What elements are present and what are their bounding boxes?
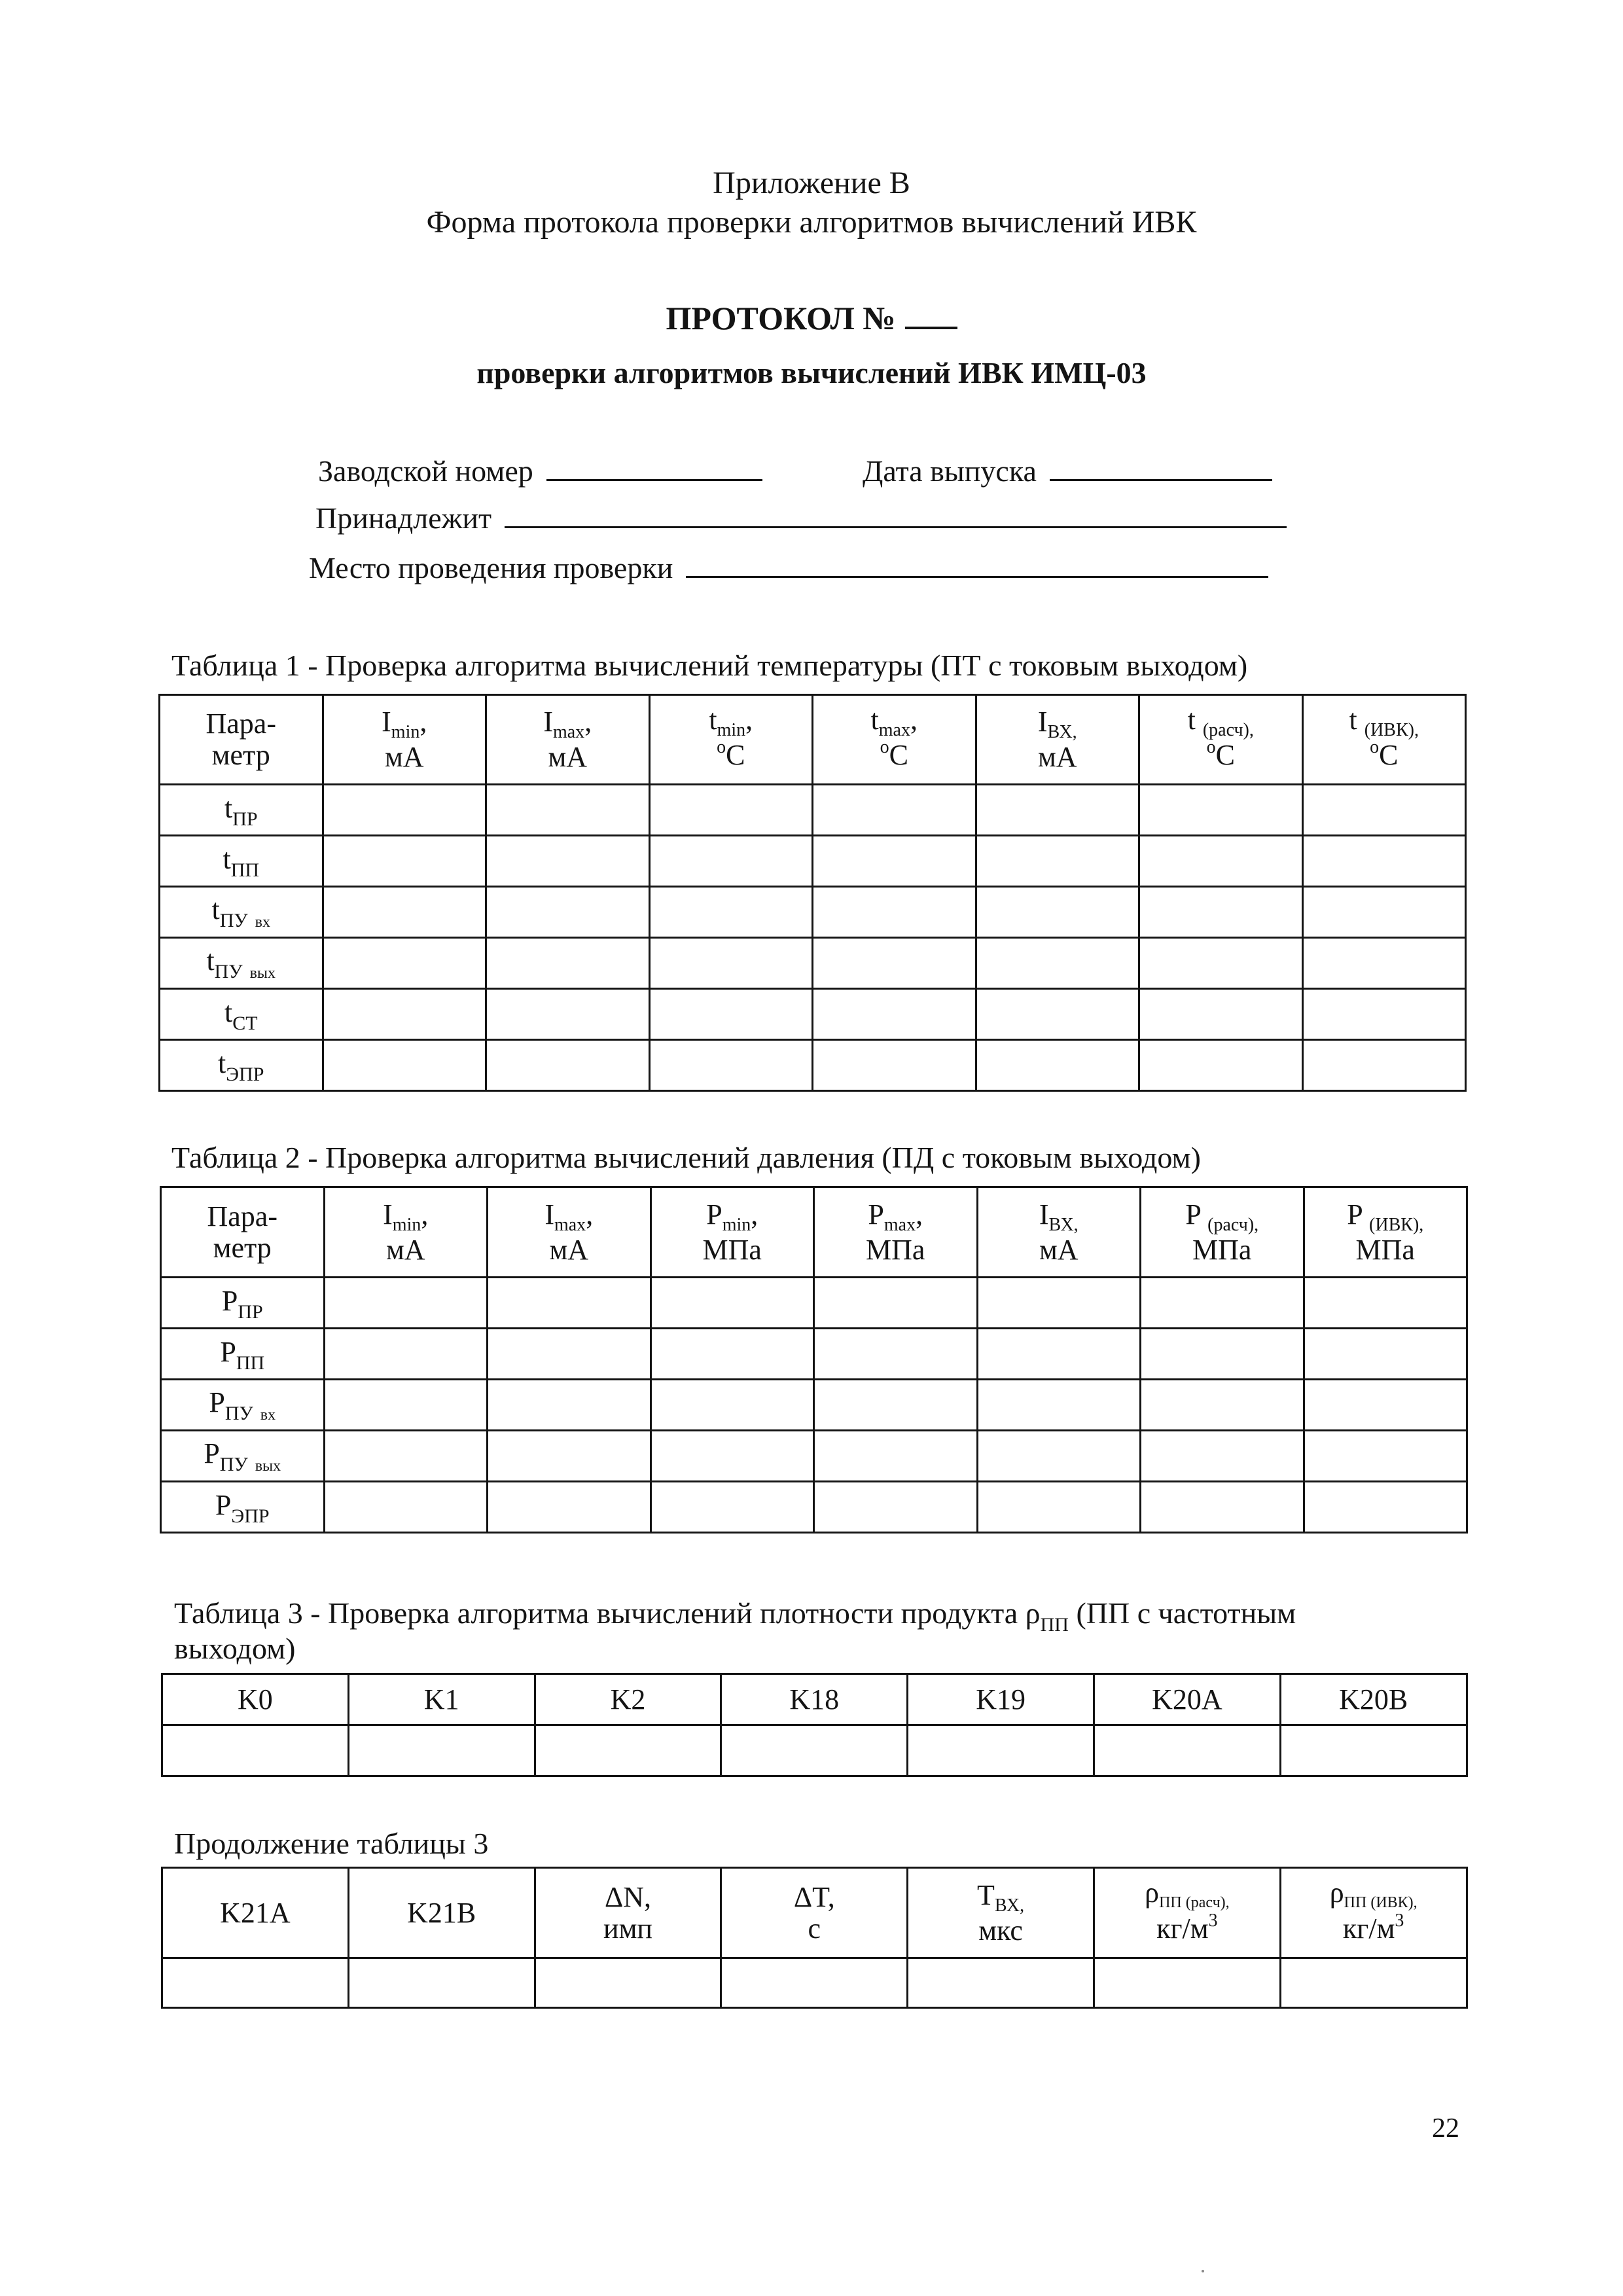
table-cell[interactable]: [324, 1380, 488, 1431]
t3-header-k18: K18: [721, 1674, 908, 1725]
table-cell[interactable]: [324, 1329, 488, 1380]
table-cell[interactable]: [814, 1329, 978, 1380]
table-cell[interactable]: [721, 1725, 908, 1776]
table-cell[interactable]: [1302, 836, 1466, 887]
table-row: [162, 1958, 1467, 2008]
table-cell[interactable]: [977, 1380, 1141, 1431]
page-number: 22: [1432, 2113, 1459, 2144]
table3-caption: [174, 1594, 1455, 1636]
table-row: [160, 887, 1466, 938]
t2-header-pmin: $P_{min}$, МПа: [651, 1187, 814, 1278]
table-cell[interactable]: [977, 1278, 1141, 1329]
owner-label: Принадлежит: [315, 501, 492, 535]
place-label: Место проведения проверки: [309, 551, 673, 584]
table-cell[interactable]: [1280, 1958, 1467, 2008]
t2-header-pivk: P $_{(ИВК),}$ МПа: [1304, 1187, 1467, 1278]
protocol-title: [0, 298, 1623, 338]
table-cell[interactable]: [1094, 1725, 1280, 1776]
table-cell[interactable]: [649, 938, 813, 989]
table-cell[interactable]: [486, 785, 650, 836]
table-cell[interactable]: [1139, 785, 1303, 836]
t3-header-k20b: K20B: [1280, 1674, 1467, 1725]
t1-row-label: $t_{ПУ}$ $_{вых}$: [160, 938, 323, 989]
t3b-header-k21b: K21B: [348, 1868, 535, 1958]
table-cell[interactable]: [977, 1431, 1141, 1482]
t2-header-param: Пара- метр: [161, 1187, 325, 1278]
table-cell[interactable]: [976, 989, 1139, 1040]
table-cell[interactable]: [1304, 1329, 1467, 1380]
t2-header-ivx: $I_{ВХ,}$ мА: [977, 1187, 1141, 1278]
table-cell[interactable]: [651, 1431, 814, 1482]
t2-row-label: $P_{ПУ}$ $_{вых}$: [161, 1431, 325, 1482]
table-cell[interactable]: [1302, 989, 1466, 1040]
table-cell[interactable]: [348, 1958, 535, 2008]
table-cell[interactable]: [1304, 1431, 1467, 1482]
table-row: [160, 1040, 1466, 1091]
table1-header-row: [160, 695, 1466, 785]
table-cell[interactable]: [813, 938, 976, 989]
table-cell[interactable]: [486, 836, 650, 887]
t2-row-label: $P_{ПР}$: [161, 1278, 325, 1329]
table-cell[interactable]: [1141, 1431, 1304, 1482]
table-cell[interactable]: [1304, 1278, 1467, 1329]
t3-header-k0: K0: [162, 1674, 349, 1725]
table-cell[interactable]: [649, 1040, 813, 1091]
table-cell[interactable]: [1139, 836, 1303, 887]
table-row: [161, 1278, 1467, 1329]
table2-caption: Таблица 2 - Проверка алгоритма вычислений давления (ПД с токовым выходом): [171, 1141, 1201, 1174]
table-cell[interactable]: [976, 836, 1139, 887]
table3: [161, 1673, 1468, 1777]
form-title: Форма протокола проверки алгоритмов вычислений ИВК: [426, 205, 1197, 240]
table-cell[interactable]: [323, 785, 486, 836]
t3b-header-k21a: K21A: [162, 1868, 349, 1958]
t1-header-tmax: $t_{max}$, $^o$С: [813, 695, 976, 785]
table-row: [161, 1431, 1467, 1482]
table-cell[interactable]: [323, 887, 486, 938]
t1-row-label: $t_{ПП}$: [160, 836, 323, 887]
t2-row-label: $P_{ПУ}$ $_{вх}$: [161, 1380, 325, 1431]
table-cell[interactable]: [1304, 1380, 1467, 1431]
protocol-number-blank: [905, 300, 957, 329]
t1-header-param: Пара- метр: [160, 695, 323, 785]
release-date-row: [863, 450, 1272, 491]
table-cell[interactable]: [324, 1482, 488, 1533]
scan-artifact-dot: [1202, 2270, 1204, 2272]
table3-caption-text: Таблица 3 - Проверка алгоритма вычислений плотности продукта $\rho_{ПП}$ (ПП с частотным: [174, 1596, 1296, 1636]
table-cell[interactable]: [813, 887, 976, 938]
table-cell[interactable]: [348, 1725, 535, 1776]
owner-field[interactable]: [505, 497, 1287, 528]
table-cell[interactable]: [323, 989, 486, 1040]
table-cell[interactable]: [1141, 1329, 1304, 1380]
table-cell[interactable]: [649, 836, 813, 887]
t3-header-k1: K1: [348, 1674, 535, 1725]
table-cell[interactable]: [488, 1431, 651, 1482]
t1-header-tmin: $t_{min}$, $^o$С: [649, 695, 813, 785]
t1-row-label: $t_{СТ}$: [160, 989, 323, 1040]
table3b-caption: Продолжение таблицы 3: [174, 1827, 489, 1860]
table-cell[interactable]: [814, 1431, 978, 1482]
table-cell[interactable]: [1139, 989, 1303, 1040]
table-cell[interactable]: [488, 1278, 651, 1329]
t2-header-imax: $I_{max}$, мА: [488, 1187, 651, 1278]
table-cell[interactable]: [649, 785, 813, 836]
table-cell[interactable]: [721, 1958, 908, 2008]
table3-caption-line2: выходом): [174, 1632, 296, 1665]
table-cell[interactable]: [814, 1380, 978, 1431]
table-cell[interactable]: [908, 1958, 1094, 2008]
table-cell[interactable]: [649, 887, 813, 938]
table-cell[interactable]: [976, 887, 1139, 938]
table-cell[interactable]: [814, 1482, 978, 1533]
table-cell[interactable]: [977, 1329, 1141, 1380]
t2-header-imin: $I_{min}$, мА: [324, 1187, 488, 1278]
t2-row-label: $P_{ЭПР}$: [161, 1482, 325, 1533]
table-cell[interactable]: [1094, 1958, 1280, 2008]
table-cell[interactable]: [324, 1278, 488, 1329]
table-cell[interactable]: [813, 836, 976, 887]
place-row: [309, 547, 1268, 588]
table-cell[interactable]: [1141, 1278, 1304, 1329]
table-cell[interactable]: [813, 1040, 976, 1091]
table-cell[interactable]: [535, 1725, 721, 1776]
table-cell[interactable]: [1139, 1040, 1303, 1091]
table-cell[interactable]: [486, 1040, 650, 1091]
table-row: [160, 989, 1466, 1040]
place-field[interactable]: [686, 547, 1268, 578]
t2-header-pcalc: P $_{(расч),}$ МПа: [1141, 1187, 1304, 1278]
table-row: [161, 1482, 1467, 1533]
table-cell[interactable]: [1302, 785, 1466, 836]
table-cell[interactable]: [651, 1482, 814, 1533]
t3b-header-tvx: $T_{ВХ,}$ мкс: [908, 1868, 1094, 1958]
table-cell[interactable]: [649, 989, 813, 1040]
table-cell[interactable]: [535, 1958, 721, 2008]
table-row: [160, 836, 1466, 887]
appendix-title: Приложение В: [713, 166, 910, 200]
table-cell[interactable]: [1302, 938, 1466, 989]
protocol-subtitle: проверки алгоритмов вычислений ИВК ИМЦ-03: [476, 356, 1147, 389]
table-cell[interactable]: [813, 989, 976, 1040]
t3b-header-rho-calc: ρПП (расч), $кг/м^3$: [1094, 1868, 1280, 1958]
table-cell[interactable]: [1302, 887, 1466, 938]
table3b: [161, 1867, 1468, 2009]
table-cell[interactable]: [813, 785, 976, 836]
t3b-header-rho-ivk: ρПП (ИВК), $кг/м^3$: [1280, 1868, 1467, 1958]
table-cell[interactable]: [488, 1380, 651, 1431]
t2-header-pmax: $P_{max}$, МПа: [814, 1187, 978, 1278]
table-row: [160, 785, 1466, 836]
t3-header-k20a: K20A: [1094, 1674, 1280, 1725]
table-cell[interactable]: [1139, 887, 1303, 938]
serial-number-label: Заводской номер: [318, 454, 533, 488]
protocol-label: ПРОТОКОЛ №: [666, 300, 896, 336]
table-cell[interactable]: [976, 1040, 1139, 1091]
serial-date-row: [318, 450, 762, 491]
table-cell[interactable]: [651, 1380, 814, 1431]
release-date-label: Дата выпуска: [863, 454, 1037, 488]
table-cell[interactable]: [651, 1278, 814, 1329]
t1-row-label: $t_{ЭПР}$: [160, 1040, 323, 1091]
table-cell[interactable]: [977, 1482, 1141, 1533]
table-cell[interactable]: [486, 887, 650, 938]
t2-row-label: $P_{ПП}$: [161, 1329, 325, 1380]
t3b-header-dt: ΔT, с: [721, 1868, 908, 1958]
table-cell[interactable]: [323, 1040, 486, 1091]
t3-header-k19: K19: [908, 1674, 1094, 1725]
owner-row: [315, 497, 1287, 538]
t3b-header-dn: ΔN, имп: [535, 1868, 721, 1958]
table-cell[interactable]: [324, 1431, 488, 1482]
table-cell[interactable]: [814, 1278, 978, 1329]
table-cell[interactable]: [1141, 1482, 1304, 1533]
table-row: [161, 1380, 1467, 1431]
table1-caption: Таблица 1 - Проверка алгоритма вычислений температуры (ПТ с токовым выходом): [171, 649, 1248, 682]
table-cell[interactable]: [488, 1482, 651, 1533]
table-cell[interactable]: [1141, 1380, 1304, 1431]
table2: [160, 1186, 1468, 1534]
table-cell[interactable]: [486, 989, 650, 1040]
table-row: [160, 938, 1466, 989]
table1: [158, 694, 1467, 1092]
table3b-header-row: [162, 1868, 1467, 1958]
table-cell[interactable]: [323, 836, 486, 887]
table-cell[interactable]: [976, 785, 1139, 836]
table-cell[interactable]: [162, 1958, 349, 2008]
t1-row-label: $t_{ПР}$: [160, 785, 323, 836]
t1-header-imax: $I_{max}$, мА: [486, 695, 650, 785]
t1-header-ivx: $I_{ВХ,}$ мА: [976, 695, 1139, 785]
t1-header-tivk: t $_{(ИВК),}$ $^o$С: [1302, 695, 1466, 785]
table-cell[interactable]: [908, 1725, 1094, 1776]
table-cell[interactable]: [1139, 938, 1303, 989]
table-row: [162, 1725, 1467, 1776]
table-cell[interactable]: [651, 1329, 814, 1380]
table-cell[interactable]: [1302, 1040, 1466, 1091]
table2-header-row: [161, 1187, 1467, 1278]
table-row: [161, 1329, 1467, 1380]
serial-number-field[interactable]: [546, 450, 762, 481]
table-cell[interactable]: [323, 938, 486, 989]
table-cell[interactable]: [1280, 1725, 1467, 1776]
t1-row-label: $t_{ПУ}$ $_{вх}$: [160, 887, 323, 938]
table-cell[interactable]: [1304, 1482, 1467, 1533]
table-cell[interactable]: [488, 1329, 651, 1380]
table-cell[interactable]: [162, 1725, 349, 1776]
release-date-field[interactable]: [1050, 450, 1272, 481]
table-cell[interactable]: [976, 938, 1139, 989]
t3-header-k2: K2: [535, 1674, 721, 1725]
t1-header-imin: $I_{min}$, мА: [323, 695, 486, 785]
t1-header-tcalc: t $_{(расч),}$ $^o$С: [1139, 695, 1303, 785]
table-cell[interactable]: [486, 938, 650, 989]
table3-header-row: [162, 1674, 1467, 1725]
